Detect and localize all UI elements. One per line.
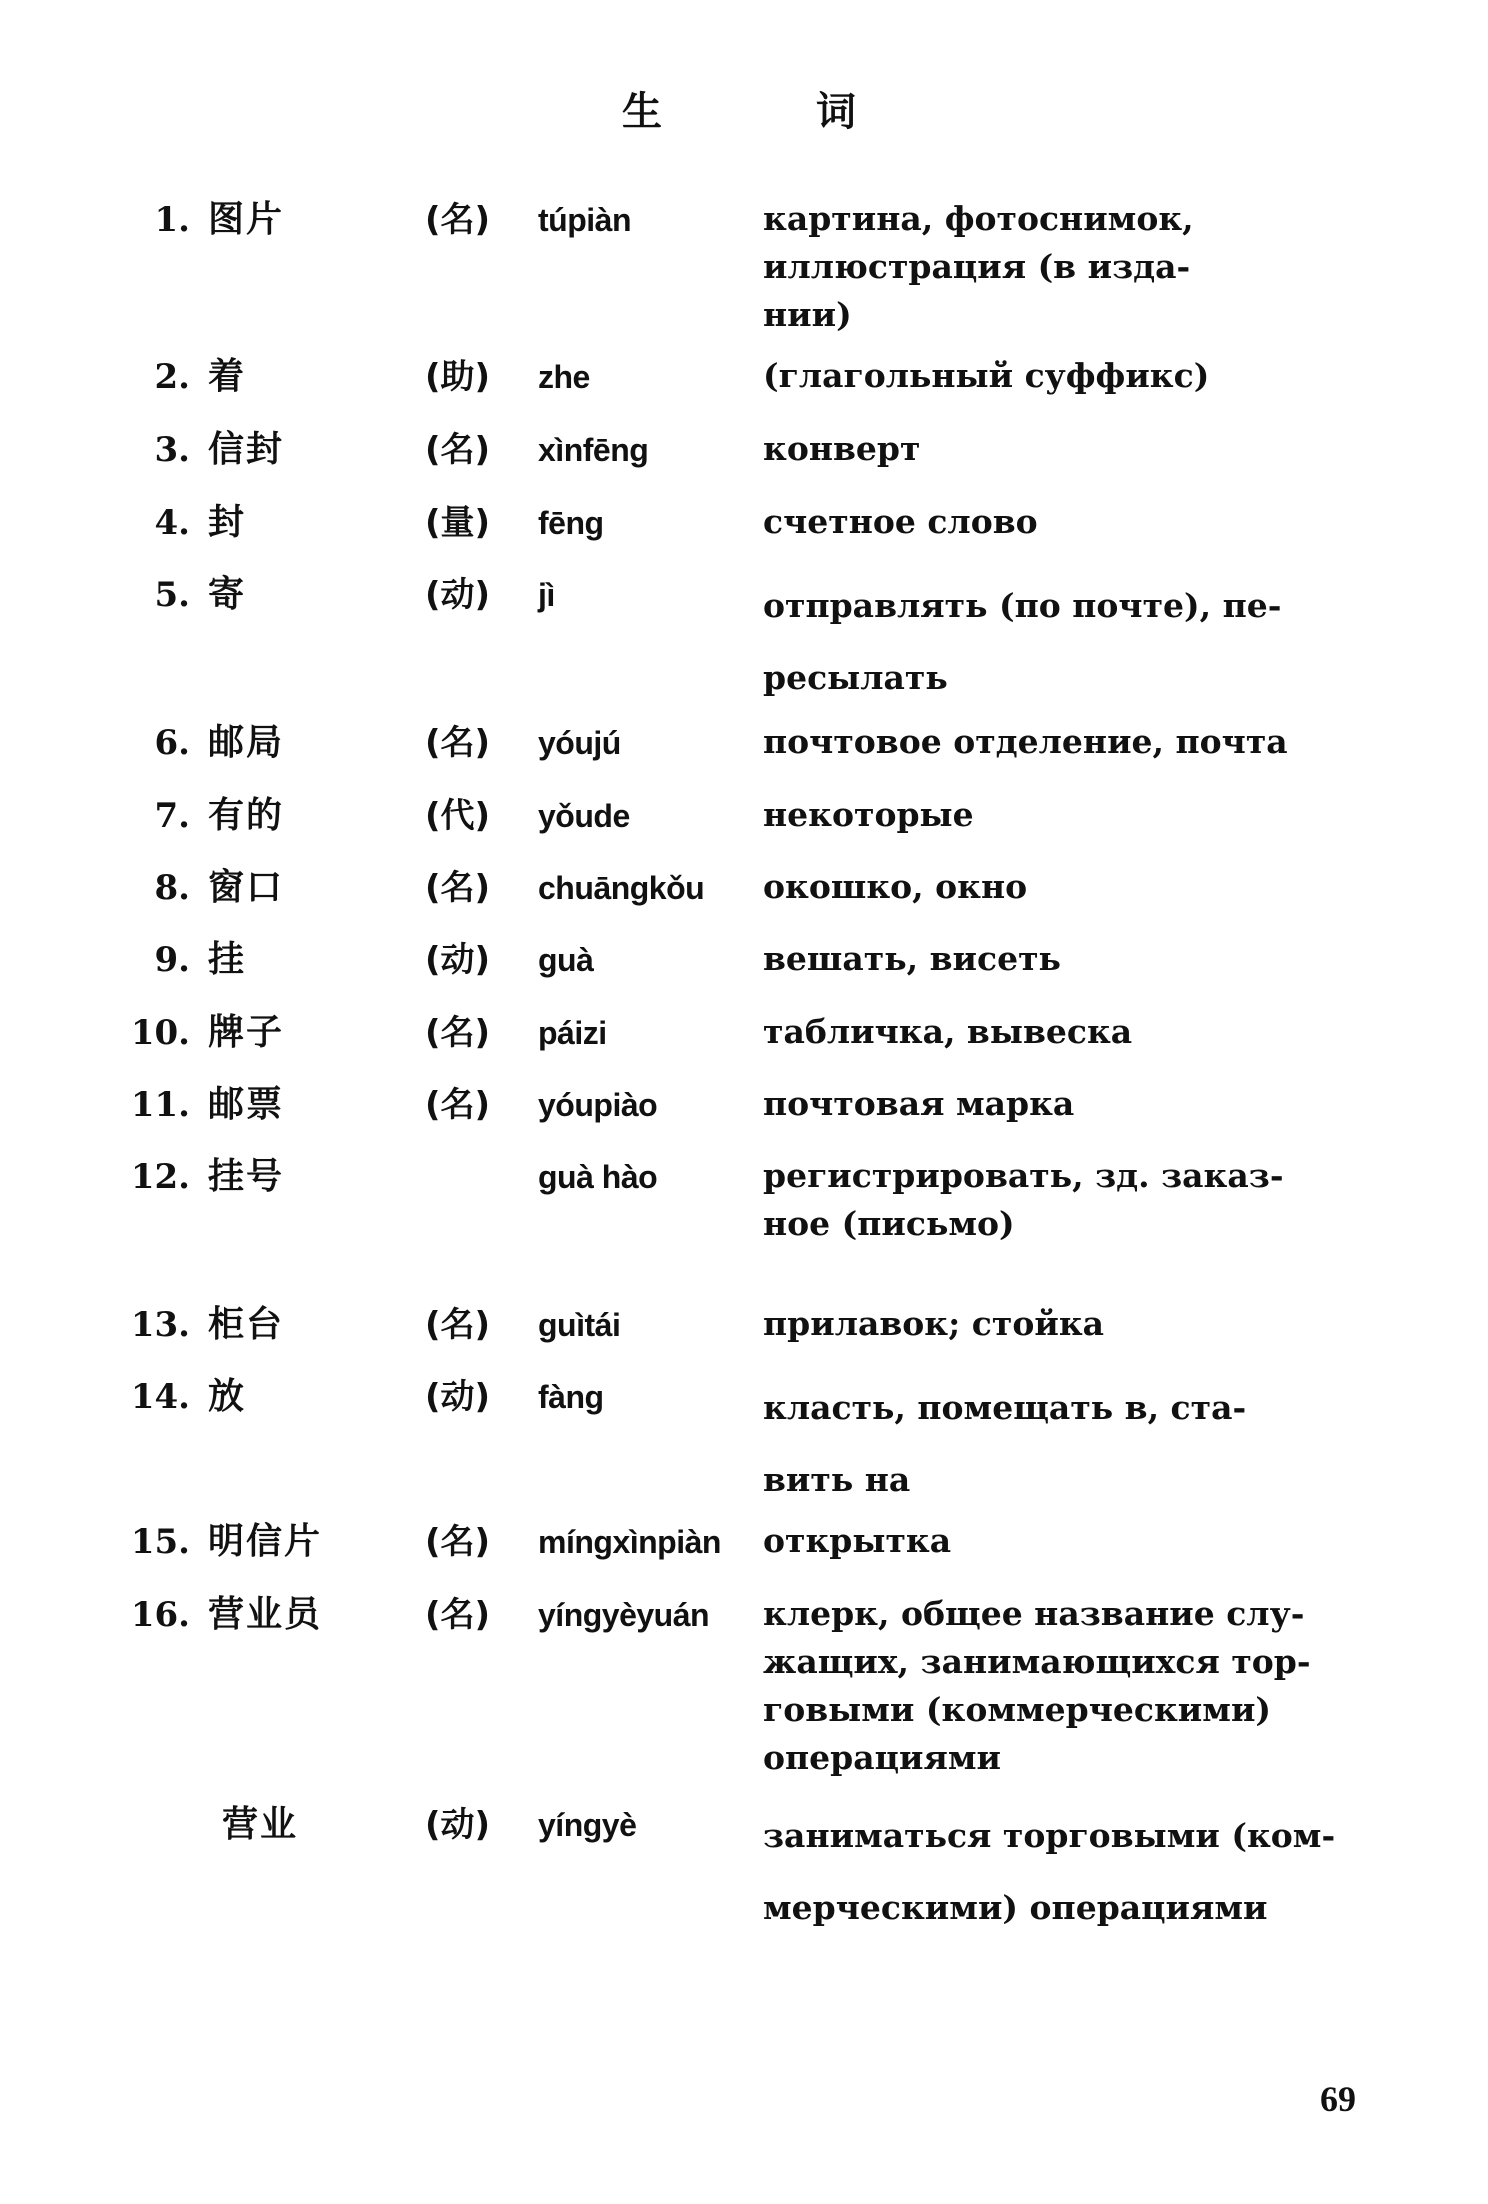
definition-line: прилавок; стойка — [763, 1304, 1105, 1343]
entry-pinyin: zhe — [538, 359, 590, 395]
entry-hanzi: 信封 — [208, 429, 285, 470]
entry-definition — [763, 1800, 1383, 1944]
entry-number: 9. — [154, 940, 190, 980]
entry-pinyin: jì — [538, 577, 555, 613]
definition-line: регистрировать, зд. заказ- — [763, 1156, 1284, 1195]
definition-line: иллюстрация (в изда- — [763, 247, 1191, 286]
entry-pinyin: xìnfēng — [538, 432, 649, 468]
definition-line: мерческими) операциями — [763, 1888, 1268, 1927]
entry-hanzi: 邮票 — [208, 1084, 285, 1125]
definition-line: конверт — [763, 429, 921, 468]
definition-line: вешать, висеть — [763, 939, 1061, 978]
entry-pinyin: guà hào — [538, 1159, 658, 1195]
entry-definition — [763, 425, 1383, 473]
entry-part-of-speech: (名) — [425, 868, 491, 908]
entry-hanzi: 明信片 — [208, 1521, 323, 1562]
entry-definition — [763, 1517, 1383, 1565]
page-title: 生 词 — [622, 89, 926, 135]
entry-definition — [763, 1152, 1383, 1248]
entry-definition — [763, 1300, 1383, 1348]
entry-part-of-speech: (名) — [425, 1305, 491, 1345]
entry-pinyin: páizi — [538, 1015, 607, 1051]
entry-part-of-speech: (名) — [425, 1595, 491, 1635]
entry-hanzi: 牌子 — [208, 1012, 285, 1053]
definition-line: ресылать — [763, 658, 948, 697]
entry-part-of-speech: (助) — [425, 357, 491, 397]
definition-line: табличка, вывеска — [763, 1012, 1133, 1051]
definition-line: заниматься торговыми (ком- — [763, 1816, 1336, 1855]
entry-number: 6. — [154, 723, 190, 763]
entry-number: 15. — [130, 1522, 190, 1562]
entry-number: 8. — [154, 868, 190, 908]
entry-hanzi: 放 — [208, 1376, 247, 1417]
entry-hanzi: 窗口 — [208, 867, 285, 908]
entry-number: 5. — [154, 575, 190, 615]
entry-hanzi: 挂号 — [208, 1156, 285, 1197]
entry-pinyin: yíngyè — [538, 1807, 637, 1843]
entry-definition — [763, 791, 1383, 839]
entry-number: 2. — [154, 357, 190, 397]
entry-hanzi: 有的 — [208, 795, 285, 836]
entry-definition — [763, 1590, 1383, 1782]
entry-number: 12. — [130, 1157, 190, 1197]
entry-part-of-speech: (代) — [425, 796, 491, 836]
entry-number: 11. — [130, 1085, 190, 1125]
definition-line: (глагольный суффикс) — [763, 356, 1210, 395]
entry-definition — [763, 718, 1383, 766]
entry-pinyin: guìtái — [538, 1307, 621, 1343]
entry-part-of-speech: (量) — [425, 503, 491, 543]
entry-definition — [763, 863, 1383, 911]
entry-part-of-speech: (动) — [425, 575, 491, 615]
entry-definition — [763, 1372, 1383, 1516]
entry-number: 10. — [130, 1013, 190, 1053]
entry-number: 3. — [154, 430, 190, 470]
entry-hanzi: 封 — [208, 502, 247, 543]
entry-definition — [763, 1008, 1383, 1056]
entry-part-of-speech: (动) — [425, 940, 491, 980]
entry-part-of-speech: (名) — [425, 430, 491, 470]
entry-number: 13. — [130, 1305, 190, 1345]
definition-line: вить на — [763, 1460, 911, 1499]
entry-pinyin: míngxìnpiàn — [538, 1524, 721, 1560]
entry-number: 4. — [154, 503, 190, 543]
entry-pinyin: chuāngkǒu — [538, 870, 705, 906]
definition-line: нии) — [763, 295, 852, 334]
definition-line: ное (письмо) — [763, 1204, 1015, 1243]
entry-pinyin: yǒude — [538, 798, 630, 834]
page-number: 69 — [1320, 2079, 1356, 2119]
definition-line: картина, фотоснимок, — [763, 199, 1194, 238]
entry-number: 7. — [154, 796, 190, 836]
entry-part-of-speech: (名) — [425, 723, 491, 763]
entry-definition — [763, 570, 1383, 714]
entry-part-of-speech: (动) — [425, 1377, 491, 1417]
entry-hanzi: 图片 — [208, 199, 285, 240]
definition-line: почтовая марка — [763, 1084, 1075, 1123]
entry-definition — [763, 352, 1383, 400]
entry-pinyin: yíngyèyuán — [538, 1597, 710, 1633]
entry-part-of-speech: (名) — [425, 1085, 491, 1125]
entry-hanzi: 寄 — [208, 574, 247, 615]
entry-pinyin: fēng — [538, 505, 604, 541]
entry-definition — [763, 1080, 1383, 1128]
entry-hanzi: 柜台 — [208, 1304, 285, 1345]
entry-number: 16. — [130, 1595, 190, 1635]
entry-hanzi: 营业员 — [208, 1594, 323, 1635]
entry-number: 14. — [130, 1377, 190, 1417]
entry-hanzi: 挂 — [208, 939, 247, 980]
entry-part-of-speech: (名) — [425, 200, 491, 240]
definition-line: клерк, общее название слу- — [763, 1594, 1305, 1633]
entry-definition — [763, 498, 1383, 546]
entry-pinyin: fàng — [538, 1379, 604, 1415]
entry-definition — [763, 195, 1383, 339]
definition-line: открытка — [763, 1521, 952, 1560]
definition-line: некоторые — [763, 795, 974, 834]
definition-line: счетное слово — [763, 502, 1038, 541]
definition-line: операциями — [763, 1738, 1001, 1777]
definition-line: отправлять (по почте), пе- — [763, 586, 1282, 625]
entry-part-of-speech: (动) — [425, 1805, 491, 1845]
entry-pinyin: yóupiào — [538, 1087, 658, 1123]
entry-pinyin: túpiàn — [538, 202, 631, 238]
entry-pinyin: guà — [538, 942, 594, 978]
definition-line: почтовое отделение, почта — [763, 722, 1288, 761]
definition-line: класть, помещать в, ста- — [763, 1388, 1247, 1427]
entry-hanzi: 着 — [208, 356, 247, 397]
entry-hanzi: 营业 — [222, 1804, 299, 1845]
definition-line: окошко, окно — [763, 867, 1028, 906]
entry-part-of-speech: (名) — [425, 1522, 491, 1562]
entry-definition — [763, 935, 1383, 983]
definition-line: говыми (коммерческими) — [763, 1690, 1272, 1729]
definition-line: жащих, занимающихся тор- — [763, 1642, 1311, 1681]
entry-part-of-speech: (名) — [425, 1013, 491, 1053]
entry-pinyin: yóujú — [538, 725, 621, 761]
entry-number: 1. — [154, 200, 190, 240]
entry-hanzi: 邮局 — [208, 722, 285, 763]
